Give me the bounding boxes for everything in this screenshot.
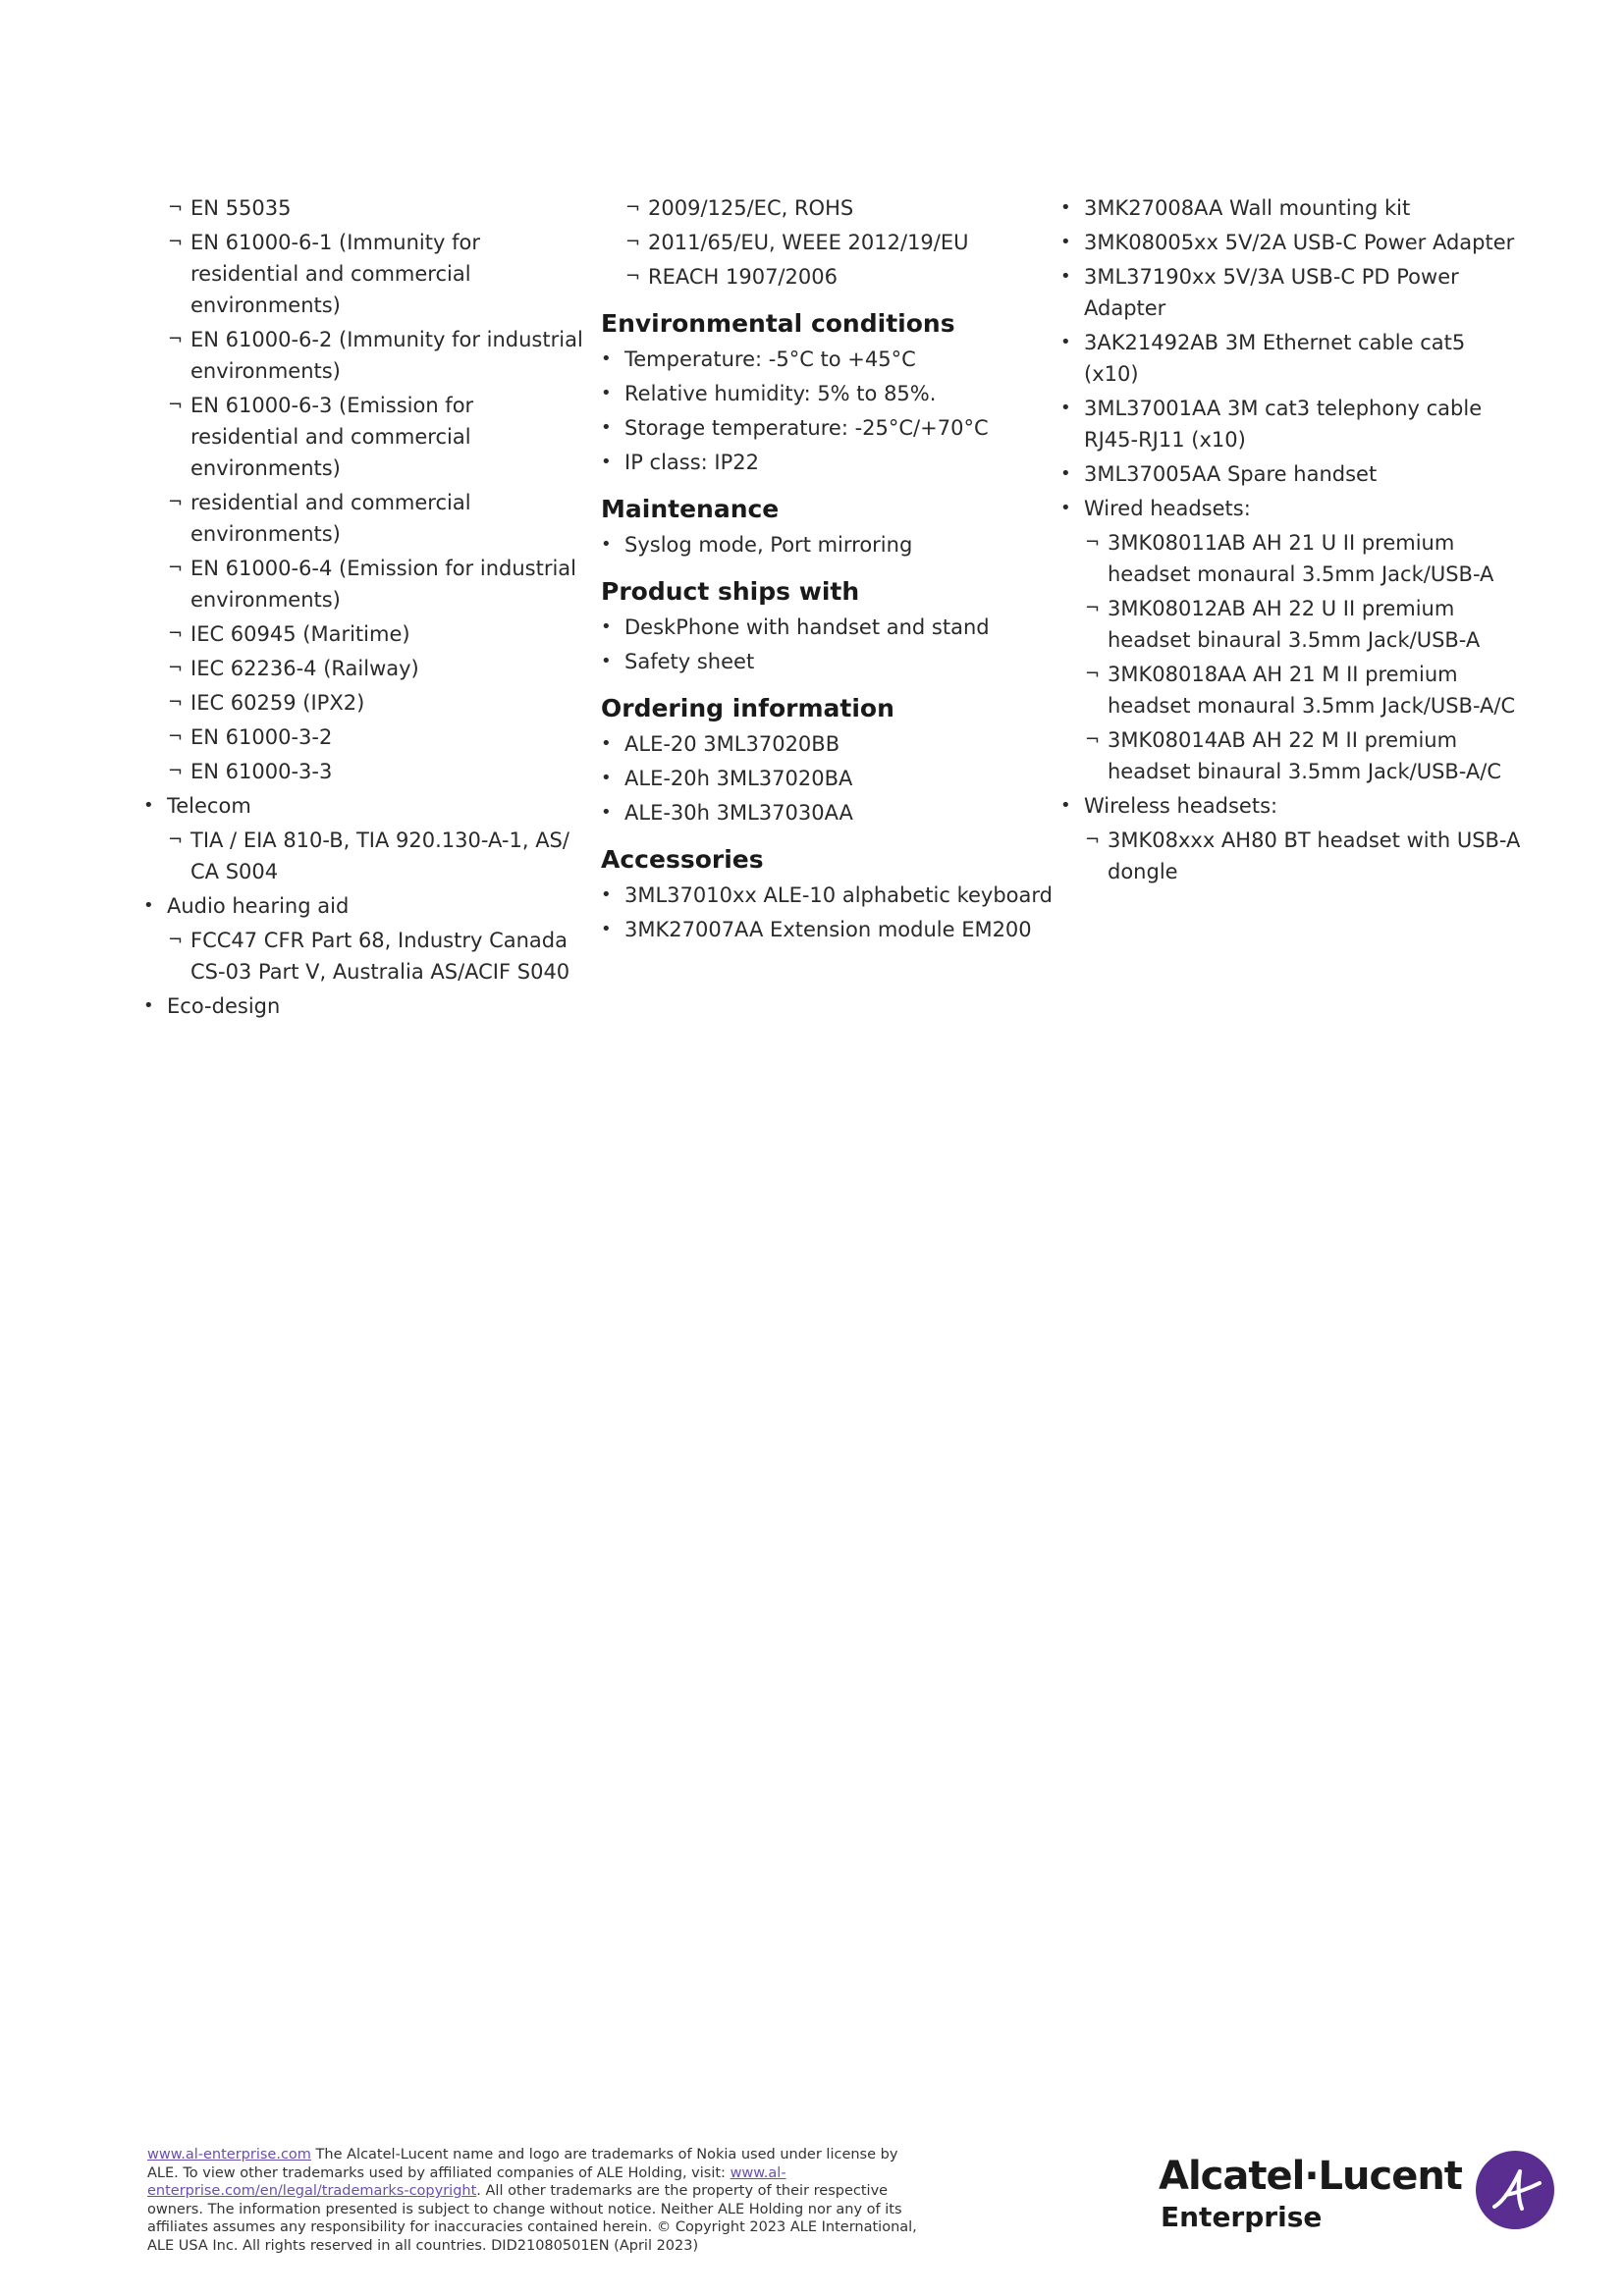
bullet-icon: • <box>601 919 612 939</box>
list-item <box>143 721 585 753</box>
list-item <box>1060 261 1522 324</box>
list-item <box>1060 393 1522 455</box>
sub-bullet-icon: ¬ <box>168 197 184 218</box>
environmental-list <box>601 344 1053 478</box>
bullet-icon: • <box>601 768 612 788</box>
sub-bullet-icon: ¬ <box>168 658 184 678</box>
list-item-text: Wired headsets: <box>1084 497 1251 520</box>
list-item-text: IEC 62236-4 (Railway) <box>190 657 419 680</box>
bullet-icon: • <box>1060 498 1071 518</box>
sub-bullet-icon: ¬ <box>625 197 641 218</box>
list-item-text: 3ML37190xx 5V/3A USB-C PD Power Adapter <box>1084 265 1459 320</box>
heading-accessories: Accessories <box>601 845 764 874</box>
list-item <box>601 880 1053 911</box>
bullet-icon: • <box>601 383 612 403</box>
list-item <box>601 797 1053 828</box>
list-item <box>1060 724 1522 787</box>
list-item-text: 3AK21492AB 3M Ethernet cable cat5 (x10) <box>1084 331 1466 386</box>
heading-environmental-conditions: Environmental conditions <box>601 309 955 338</box>
list-item-text: EN 55035 <box>190 196 292 220</box>
list-item <box>143 618 585 650</box>
list-item <box>143 390 585 484</box>
list-item <box>601 728 1053 760</box>
list-item <box>601 447 1053 478</box>
column-2 <box>601 192 1053 948</box>
maintenance-list <box>601 529 1053 561</box>
bullet-icon: • <box>1060 197 1071 218</box>
list-item-text: 3MK27008AA Wall mounting kit <box>1084 196 1411 220</box>
list-item-text: EN 61000-6-4 (Emission for industrial environments) <box>190 557 576 612</box>
list-item-text: REACH 1907/2006 <box>648 265 838 289</box>
list-item <box>601 612 1053 643</box>
sub-bullet-icon: ¬ <box>625 232 641 252</box>
list-item <box>143 925 585 988</box>
list-item <box>601 378 1053 409</box>
list-item-text: EN 61000-6-1 (Immunity for residential and commercial environments) <box>190 231 480 317</box>
bullet-icon: • <box>1060 232 1071 252</box>
list-item <box>1060 593 1522 656</box>
sub-bullet-icon: ¬ <box>168 395 184 415</box>
bullet-icon: • <box>1060 463 1071 484</box>
logo-sub: Enterprise <box>1161 2201 1323 2233</box>
list-item-text: Wireless headsets: <box>1084 794 1278 818</box>
sub-bullet-icon: ¬ <box>168 623 184 644</box>
list-item-text: EN 61000-6-2 (Immunity for industrial environments) <box>190 328 583 383</box>
list-item <box>143 790 585 822</box>
list-item-text: Telecom <box>167 794 251 818</box>
bullet-icon: • <box>601 417 612 438</box>
list-item-text: ALE-30h 3ML37030AA <box>624 801 853 825</box>
bullet-icon: • <box>601 348 612 369</box>
list-item-text: 3MK27007AA Extension module EM200 <box>624 918 1032 941</box>
list-item-text: ALE-20 3ML37020BB <box>624 732 840 756</box>
sub-bullet-icon: ¬ <box>1085 664 1101 684</box>
list-item <box>1060 327 1522 390</box>
logo-name: Alcatel·Lucent <box>1159 2154 1462 2199</box>
list-item-text: Audio hearing aid <box>167 894 350 918</box>
list-item-text: 3ML37005AA Spare handset <box>1084 462 1378 486</box>
list-item <box>143 990 585 1022</box>
list-item <box>143 487 585 550</box>
list-item <box>143 687 585 719</box>
list-item <box>601 529 1053 561</box>
footer-text-1: The Alcatel-Lucent name and logo are trademarks of Nokia used under license by ALE. To view other trademarks used by affiliated companies of ALE Holding, visit: <box>147 2147 898 2181</box>
column-1 <box>143 192 585 1025</box>
bullet-icon: • <box>601 534 612 555</box>
list-item <box>1060 192 1522 224</box>
heading-ordering-information: Ordering information <box>601 694 894 722</box>
sub-bullet-icon: ¬ <box>168 692 184 713</box>
column-3 <box>1060 192 1522 890</box>
sub-bullet-icon: ¬ <box>625 266 641 287</box>
list-item-text: Syslog mode, Port mirroring <box>624 533 913 557</box>
list-item-text: Storage temperature: -25°C/+70°C <box>624 416 989 440</box>
eco-design-list <box>601 192 1053 293</box>
list-item <box>143 553 585 615</box>
list-item-text: 2009/125/EC, ROHS <box>648 196 854 220</box>
list-item-text: IEC 60945 (Maritime) <box>190 622 410 646</box>
bullet-icon: • <box>601 733 612 754</box>
list-item <box>1060 458 1522 490</box>
list-item-text: ALE-20h 3ML37020BA <box>624 767 853 790</box>
list-item <box>601 344 1053 375</box>
list-item <box>1060 493 1522 524</box>
list-item <box>601 412 1053 444</box>
list-item-text: EN 61000-3-2 <box>190 725 333 749</box>
list-item-text: TIA / EIA 810-B, TIA 920.130-A-1, AS/ CA S004 <box>190 828 569 883</box>
sub-bullet-icon: ¬ <box>168 329 184 349</box>
heading-maintenance: Maintenance <box>601 495 780 523</box>
list-item-text: Relative humidity: 5% to 85%. <box>624 382 937 405</box>
list-item <box>1060 825 1522 887</box>
footer-text-2: . All other trademarks are the property of their respective owners. The information presented is subject to change without notice. Neither ALE Holding nor any of its affiliates assumes any responsibility for inaccuracies contained herein. © Copyright 2023 ALE International, ALE USA Inc. All rights reserved in all countries. DID21080501EN (April 2023) <box>147 2183 917 2254</box>
sub-bullet-icon: ¬ <box>1085 598 1101 618</box>
list-item-text: DeskPhone with handset and stand <box>624 615 990 639</box>
bullet-icon: • <box>601 802 612 823</box>
list-item <box>143 227 585 321</box>
ships-with-list <box>601 612 1053 677</box>
bullet-icon: • <box>1060 398 1071 418</box>
list-item <box>143 756 585 787</box>
list-item <box>1060 227 1522 258</box>
list-item <box>143 324 585 387</box>
list-item <box>601 763 1053 794</box>
heading-product-ships-with: Product ships with <box>601 577 860 606</box>
list-item-text: Eco-design <box>167 994 281 1018</box>
list-item <box>1060 790 1522 822</box>
list-item <box>601 914 1053 945</box>
sub-bullet-icon: ¬ <box>1085 532 1101 553</box>
list-item <box>601 192 1053 224</box>
list-item-text: 3MK08xxx AH80 BT headset with USB-A dongle <box>1108 828 1521 883</box>
bullet-icon: • <box>1060 266 1071 287</box>
bullet-icon: • <box>601 884 612 905</box>
sub-bullet-icon: ¬ <box>168 829 184 850</box>
list-item-text: 3ML37001AA 3M cat3 telephony cable RJ45-RJ11 (x10) <box>1084 397 1483 452</box>
list-item-text: 3MK08012AB AH 22 U II premium headset binaural 3.5mm Jack/USB-A <box>1108 597 1481 652</box>
sub-bullet-icon: ¬ <box>168 492 184 512</box>
list-item-text: EN 61000-3-3 <box>190 760 333 783</box>
list-item-text: 3MK08011AB AH 21 U II premium headset monaural 3.5mm Jack/USB-A <box>1108 531 1494 586</box>
sub-bullet-icon: ¬ <box>1085 729 1101 750</box>
bullet-icon: • <box>143 795 154 816</box>
list-item <box>601 227 1053 258</box>
ordering-list <box>601 728 1053 828</box>
sub-bullet-icon: ¬ <box>168 558 184 578</box>
list-item-text: Safety sheet <box>624 650 755 673</box>
list-item-text: residential and commercial environments) <box>190 491 471 546</box>
sub-bullet-icon: ¬ <box>168 761 184 781</box>
sub-bullet-icon: ¬ <box>1085 829 1101 850</box>
list-item-text: IEC 60259 (IPX2) <box>190 691 365 715</box>
list-item-text: 3MK08018AA AH 21 M II premium headset monaural 3.5mm Jack/USB-A/C <box>1108 663 1516 718</box>
trademarks-link[interactable]: www.al-enterprise.com/en/legal/trademarks-copyright <box>147 2164 786 2199</box>
accessories-list <box>601 880 1053 945</box>
list-item <box>1060 527 1522 590</box>
sub-bullet-icon: ¬ <box>168 930 184 950</box>
list-item <box>143 825 585 887</box>
list-item-text: FCC47 CFR Part 68, Industry Canada CS-03 Part V, Australia AS/ACIF S040 <box>190 929 570 984</box>
bullet-icon: • <box>1060 332 1071 352</box>
list-item <box>143 192 585 224</box>
bullet-icon: • <box>601 452 612 472</box>
company-logo <box>1159 2150 1571 2238</box>
website-link[interactable]: www.al-enterprise.com <box>147 2147 311 2163</box>
bullet-icon: • <box>143 995 154 1016</box>
list-item <box>143 653 585 684</box>
bullet-icon: • <box>1060 795 1071 816</box>
sub-bullet-icon: ¬ <box>168 726 184 747</box>
list-item-text: 3MK08005xx 5V/2A USB-C Power Adapter <box>1084 231 1515 254</box>
list-item <box>601 261 1053 293</box>
logo-mark-icon <box>1475 2150 1555 2230</box>
list-item-text: 2011/65/EU, WEEE 2012/19/EU <box>648 231 969 254</box>
list-item <box>143 890 585 922</box>
bullet-icon: • <box>143 895 154 916</box>
list-item <box>601 646 1053 677</box>
list-item-text: 3MK08014AB AH 22 M II premium headset binaural 3.5mm Jack/USB-A/C <box>1108 728 1502 783</box>
list-item-text: 3ML37010xx ALE-10 alphabetic keyboard <box>624 883 1053 907</box>
sub-bullet-icon: ¬ <box>168 232 184 252</box>
list-item-text: EN 61000-6-3 (Emission for residential and commercial environments) <box>190 394 474 480</box>
list-item <box>1060 659 1522 721</box>
list-item-text: Temperature: -5°C to +45°C <box>624 347 916 371</box>
bullet-icon: • <box>601 616 612 637</box>
bullet-icon: • <box>601 651 612 671</box>
list-item-text: IP class: IP22 <box>624 451 759 474</box>
legal-footer <box>147 2146 933 2255</box>
